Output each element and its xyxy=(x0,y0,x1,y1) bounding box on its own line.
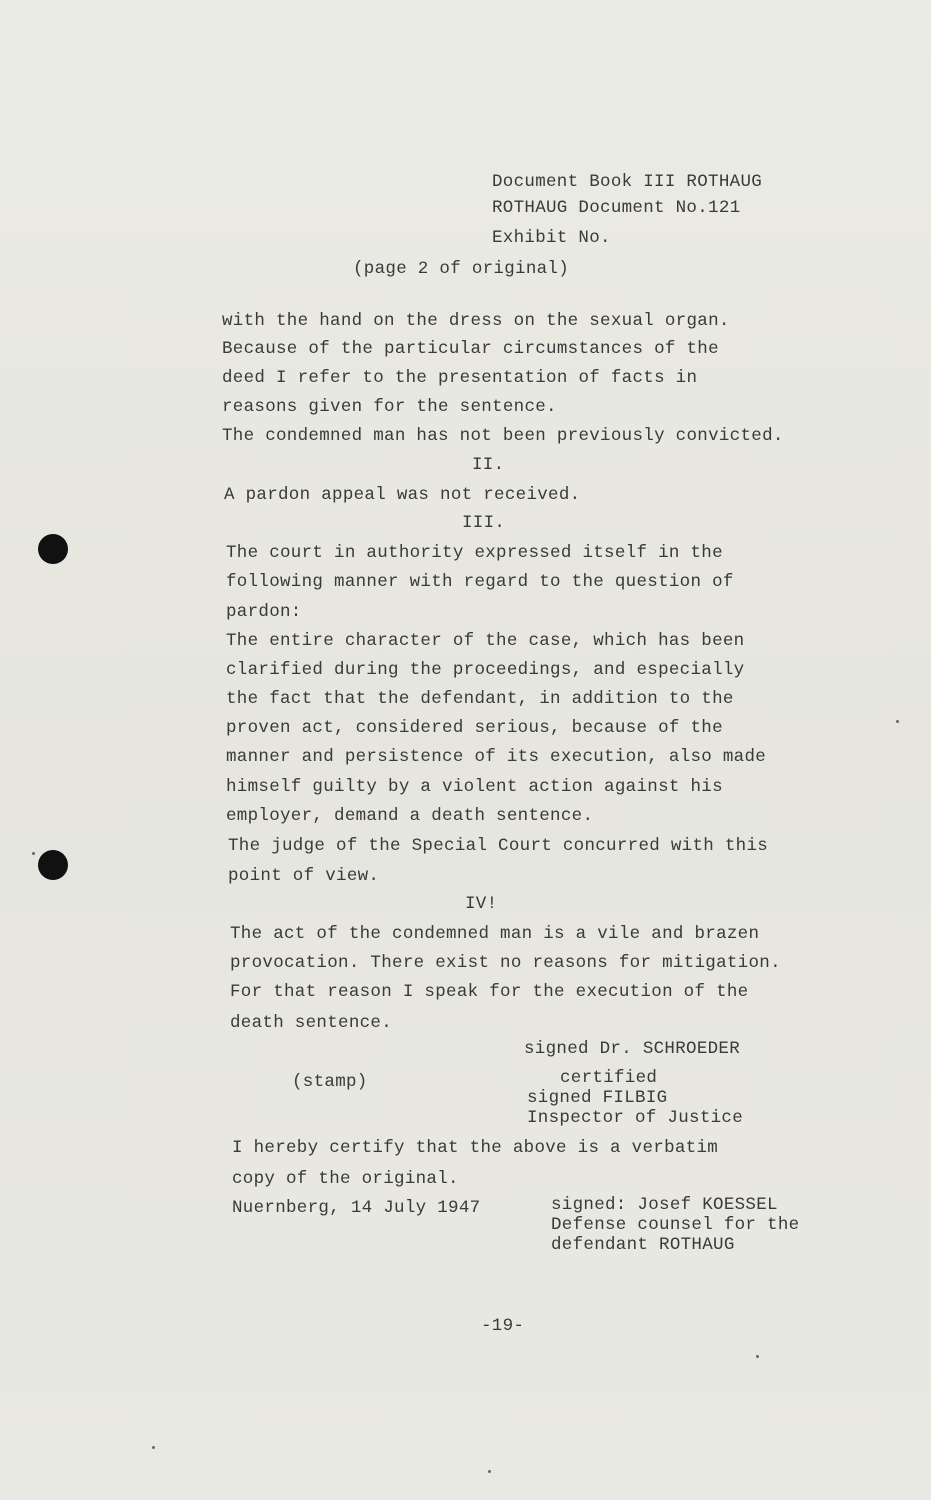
paper-speck xyxy=(896,720,899,723)
certified-label: certified xyxy=(560,1068,658,1088)
signed-schroeder: signed Dr. SCHROEDER xyxy=(524,1039,741,1059)
body-line: For that reason I speak for the execution of the xyxy=(230,982,749,1002)
body-line: clarified during the proceedings, and especially xyxy=(226,660,745,680)
place-and-date: Nuernberg, 14 July 1947 xyxy=(232,1198,481,1218)
paper-speck xyxy=(488,1470,491,1473)
certification-line: I hereby certify that the above is a verbatim xyxy=(232,1138,719,1158)
body-line: The judge of the Special Court concurred with this xyxy=(228,836,769,856)
page-of-original-note: (page 2 of original) xyxy=(353,259,570,279)
paper-speck xyxy=(32,852,35,855)
punch-hole xyxy=(38,850,68,880)
certification-line: copy of the original. xyxy=(232,1169,459,1189)
section-heading-iv: IV! xyxy=(465,894,498,914)
stamp-note: (stamp) xyxy=(292,1072,368,1092)
body-line: the fact that the defendant, in addition to the xyxy=(226,689,734,709)
body-line: himself guilty by a violent action against his xyxy=(226,777,723,797)
signed-filbig: signed FILBIG xyxy=(527,1088,668,1108)
body-line: with the hand on the dress on the sexual organ. xyxy=(222,311,730,331)
body-line: The act of the condemned man is a vile and brazen xyxy=(230,924,760,944)
page-number: -19- xyxy=(481,1316,525,1336)
body-line: following manner with regard to the question of xyxy=(226,572,734,592)
section-heading-ii: II. xyxy=(472,455,505,475)
paper-speck xyxy=(152,1446,155,1449)
signer-koessel: signed: Josef KOESSEL xyxy=(551,1195,778,1215)
body-line: provocation. There exist no reasons for mitigation. xyxy=(230,953,781,973)
section-heading-iii: III. xyxy=(462,513,506,533)
punch-hole xyxy=(38,534,68,564)
body-line: employer, demand a death sentence. xyxy=(226,806,594,826)
body-line: The entire character of the case, which has been xyxy=(226,631,745,651)
body-line: The court in authority expressed itself in the xyxy=(226,543,723,563)
header-book-line: Document Book III ROTHAUG xyxy=(492,172,763,192)
inspector-of-justice: Inspector of Justice xyxy=(527,1108,744,1128)
body-line: reasons given for the sentence. xyxy=(222,397,557,417)
body-line: manner and persistence of its execution, also made xyxy=(226,747,767,767)
header-document-line: ROTHAUG Document No.121 xyxy=(492,198,741,218)
body-line: point of view. xyxy=(228,866,380,886)
body-line: death sentence. xyxy=(230,1013,393,1033)
paper-speck xyxy=(756,1355,759,1358)
signer-defendant: defendant ROTHAUG xyxy=(551,1235,735,1255)
body-line: The condemned man has not been previously convicted. xyxy=(222,426,784,446)
signer-title: Defense counsel for the xyxy=(551,1215,800,1235)
header-exhibit-line: Exhibit No. xyxy=(492,228,611,248)
body-line: deed I refer to the presentation of facts in xyxy=(222,368,698,388)
body-line: pardon: xyxy=(226,602,302,622)
body-line: proven act, considered serious, because of the xyxy=(226,718,723,738)
body-line: A pardon appeal was not received. xyxy=(224,485,581,505)
body-line: Because of the particular circumstances of the xyxy=(222,339,719,359)
